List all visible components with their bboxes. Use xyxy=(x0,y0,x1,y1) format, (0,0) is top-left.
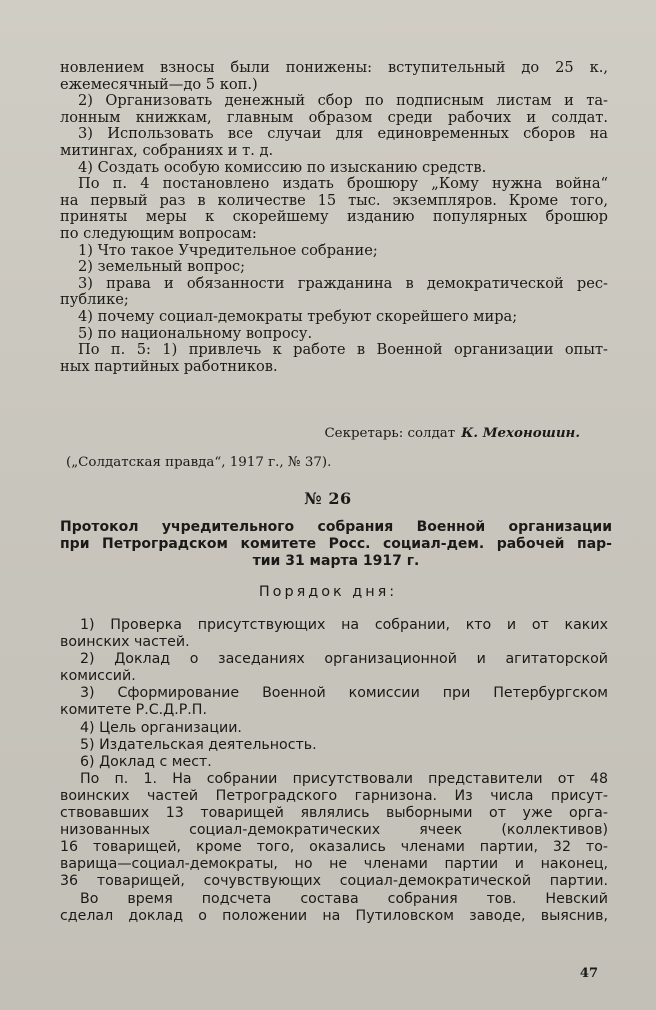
text-line: ствовавших 13 товарищей являлись выборными от уже орга- xyxy=(60,805,608,822)
text-line: лонным книжкам, главным образом среди рабочих и солдат. xyxy=(60,109,608,126)
title-line: при Петроградском комитете Росс. социал-дем. рабочей пар- xyxy=(60,536,612,552)
text-line: 4) почему социал-демократы требуют скорейшего мира; xyxy=(78,308,518,325)
text-line: По п. 4 постановлено издать брошюру „Кому нужна война“ xyxy=(78,176,608,193)
text-line: воинских частей Петроградского гарнизона. Из числа присут- xyxy=(60,787,608,804)
agenda-heading: Порядок дня: xyxy=(258,584,398,600)
text-line: 1) Проверка присутствующих на собрании, кто и от каких xyxy=(80,617,608,633)
text-line: 5) Издательская деятельность. xyxy=(80,736,317,753)
text-line: 2) земельный вопрос; xyxy=(78,259,246,276)
text-line: 2) Доклад о заседаниях организационной и агитаторской xyxy=(80,651,608,668)
text-line: новлением взносы были понижены: вступительный до 25 к., xyxy=(60,60,608,76)
secretary-signature-line xyxy=(60,425,580,441)
text-line: митингах, собраниях и т. д. xyxy=(60,142,274,159)
secretary-name: К. Мехоношин. xyxy=(461,425,580,441)
source-citation: („Солдатская правда“, 1917 г., № 37). xyxy=(66,455,332,470)
text-line: 6) Доклад с мест. xyxy=(80,753,212,770)
text-line: 36 товарищей, сочувствующих социал-демократической партии. xyxy=(60,873,608,890)
text-line: 3) права и обязанности гражданина в демократической рес- xyxy=(78,275,608,292)
title-line: Протокол учредительного собрания Военной организации xyxy=(60,519,612,535)
text-line: варища—социал-демократы, но не членами партии и наконец, xyxy=(60,856,608,873)
text-line: комитете Р.С.Д.Р.П. xyxy=(60,702,207,719)
text-line: комиссий. xyxy=(60,668,136,685)
text-line: ежемесячный—до 5 коп.) xyxy=(60,76,258,93)
text-line: публике; xyxy=(60,292,129,309)
protocol-title xyxy=(60,519,612,570)
text-line: воинских частей. xyxy=(60,634,190,651)
text-line: ных партийных работников. xyxy=(60,358,278,375)
secretary-label: Секретарь: солдат xyxy=(324,426,456,441)
text-line: приняты меры к скорейшему изданию популярных брошюр xyxy=(60,209,608,226)
text-line: низованных социал-демократических ячеек (коллективов) xyxy=(60,822,608,839)
text-line: 3) Использовать все случаи для единовременных сборов на xyxy=(78,126,608,143)
text-line: 16 товарищей, кроме того, оказались членами партии, 32 то- xyxy=(60,839,608,856)
text-line: сделал доклад о положении на Путиловском заводе, выяснив, xyxy=(60,907,608,924)
text-line: на первый раз в количестве 15 тыс. экземпляров. Кроме того, xyxy=(60,192,608,209)
text-line: 1) Что такое Учредительное собрание; xyxy=(78,242,378,259)
text-line: 5) по национальному вопросу. xyxy=(78,325,313,342)
page-number: 47 xyxy=(579,966,598,981)
top-text-block xyxy=(60,60,608,375)
agenda-text-block xyxy=(60,617,608,925)
text-line: По п. 1. На собрании присутствовали представители от 48 xyxy=(80,770,608,787)
text-line: 3) Сформирование Военной комиссии при Петербургском xyxy=(80,685,608,702)
text-line: 4) Создать особую комиссию по изысканию средств. xyxy=(78,159,487,176)
text-line: 2) Организовать денежный сбор по подписным листам и та- xyxy=(78,93,608,110)
document-number: № 26 xyxy=(304,489,352,508)
text-line: по следующим вопросам: xyxy=(60,225,257,242)
text-line: Во время подсчета состава собрания тов. Невский xyxy=(80,890,608,907)
text-line: 4) Цель организации. xyxy=(80,719,242,736)
title-line: тии 31 марта 1917 г. xyxy=(252,553,420,569)
text-line: По п. 5: 1) привлечь к работе в Военной организации опыт- xyxy=(78,342,608,359)
